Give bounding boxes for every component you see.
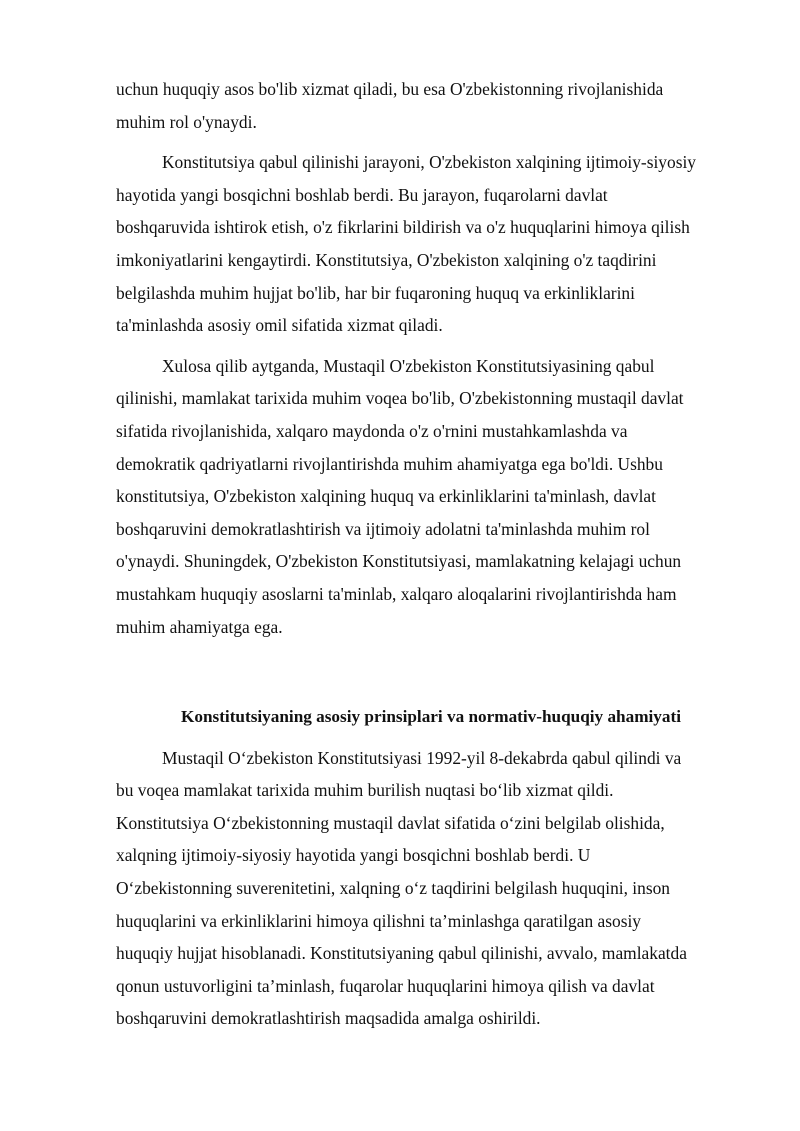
- text-line: Xulosa qilib aytganda, Mustaqil O'zbekiston Konstitutsiyasining qabul: [162, 355, 655, 376]
- text-line: qilinishi, mamlakat tarixida muhim voqea bo'lib, O'zbekistonning mustaqil davlat: [116, 388, 684, 409]
- text-line: imkoniyatlarini kengaytirdi. Konstitutsiya, O'zbekiston xalqining o'z taqdirini: [116, 249, 657, 270]
- text-line: o'ynaydi. Shuningdek, O'zbekiston Konstitutsiyasi, mamlakatning kelajagi uchun: [116, 551, 682, 572]
- text-line: belgilashda muhim hujjat bo'lib, har bir fuqaroning huquq va erkinliklarini: [116, 282, 635, 303]
- text-line: boshqaruvini demokratlashtirish va ijtimoiy adolatni ta'minlashda muhim rol: [116, 518, 650, 539]
- document-body: [116, 73, 746, 1035]
- text-line: huquqlarini va erkinliklarini himoya qilishni ta’minlashga qaratilgan asosiy: [116, 910, 641, 931]
- text-line: konstitutsiya, O'zbekiston xalqining huquq va erkinliklarini ta'minlash, davlat: [116, 486, 656, 507]
- text-line: qonun ustuvorligini ta’minlash, fuqarolar huquqlarini himoya qilish va davlat: [116, 975, 655, 996]
- text-line: Konstitutsiya qabul qilinishi jarayoni, O'zbekiston xalqining ijtimoiy-siyosiy: [162, 152, 696, 173]
- text-line: boshqaruvini demokratlashtirish maqsadida amalga oshirildi.: [116, 1008, 541, 1029]
- text-line: boshqaruvida ishtirok etish, o'z fikrlarini bildirish va o'z huquqlarini himoya qilish: [116, 217, 690, 238]
- text-line: huquqiy hujjat hisoblanadi. Konstitutsiyaning qabul qilinishi, avvalo, mamlakatda: [116, 943, 687, 964]
- paragraph-3: [116, 350, 746, 643]
- paragraph-4: [116, 742, 746, 1035]
- text-line: hayotida yangi bosqichni boshlab berdi. Bu jarayon, fuqarolarni davlat: [116, 184, 608, 205]
- text-line: Konstitutsiya O‘zbekistonning mustaqil davlat sifatida o‘zini belgilab olishida,: [116, 812, 665, 833]
- text-line: demokratik qadriyatlarni rivojlantirishda muhim ahamiyatga ega bo'ldi. Ushbu: [116, 453, 663, 474]
- text-line: ta'minlashda asosiy omil sifatida xizmat qiladi.: [116, 315, 443, 336]
- text-line: bu voqea mamlakat tarixida muhim burilish nuqtasi bo‘lib xizmat qildi.: [116, 780, 614, 801]
- text-line: mustahkam huquqiy asoslarni ta'minlab, xalqaro aloqalarini rivojlantirishda ham: [116, 583, 677, 604]
- text-line: xalqning ijtimoiy-siyosiy hayotida yangi bosqichni boshlab berdi. U: [116, 845, 591, 866]
- text-line: O‘zbekistonning suverenitetini, xalqning o‘z taqdirini belgilash huquqini, inson: [116, 878, 670, 899]
- text-line: uchun huquqiy asos bo'lib xizmat qiladi, bu esa O'zbekistonning rivojlanishida: [116, 79, 664, 99]
- paragraph-2: [116, 146, 746, 342]
- paragraph-1: [116, 73, 746, 138]
- section-heading: Konstitutsiyaning asosiy prinsiplari va normativ-huquqiy ahamiyati: [181, 707, 681, 727]
- text-line: Mustaqil O‘zbekiston Konstitutsiyasi 1992-yil 8-dekabrda qabul qilindi va: [162, 747, 682, 768]
- text-line: muhim ahamiyatga ega.: [116, 616, 283, 637]
- text-line: sifatida rivojlanishida, xalqaro maydonda o'z o'rnini mustahkamlashda va: [116, 420, 628, 441]
- text-line: muhim rol o'ynaydi.: [116, 111, 257, 132]
